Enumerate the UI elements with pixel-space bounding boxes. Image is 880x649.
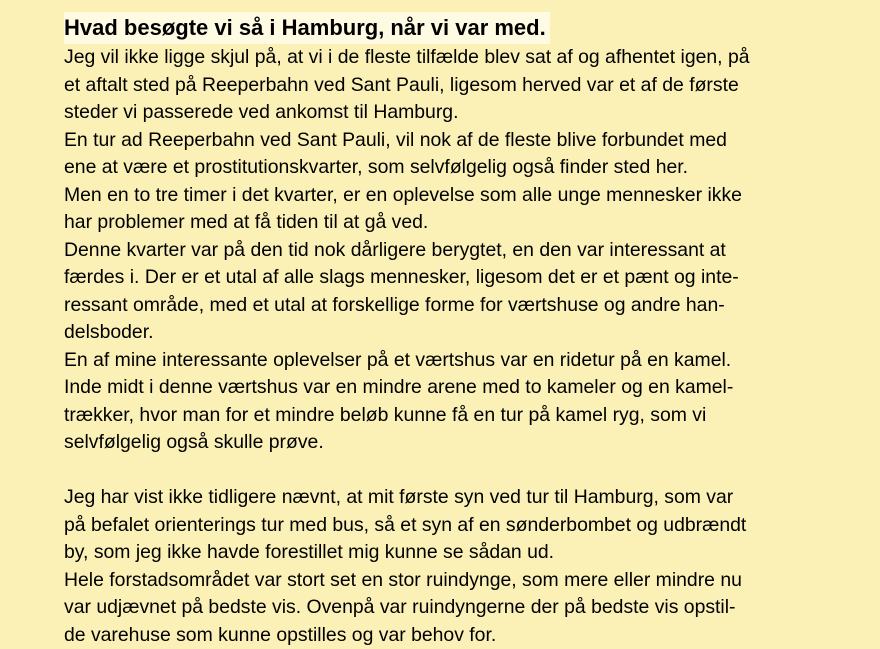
text-line: steder vi passerede ved ankomst til Hamburg. [64,99,880,127]
text-line: En af mine interessante oplevelser på et værtshus var en ridetur på en kamel. [64,347,880,375]
text-line: Hele forstadsområdet var stort set en stor ruindynge, som mere eller mindre nu [64,567,880,595]
text-line: færdes i. Der er et utal af alle slags mennesker, ligesom det er et pænt og inte- [64,264,880,292]
text-line: Denne kvarter var på den tid nok dårligere berygtet, en den var interessant at [64,237,880,265]
text-line: var udjævnet på bedste vis. Ovenpå var ruindyngerne der på bedste vis opstil- [64,594,880,622]
text-line: har problemer med at få tiden til at gå ved. [64,209,880,237]
text-line: et aftalt sted på Reeperbahn ved Sant Pauli, ligesom herved var et af de første [64,72,880,100]
text-line: Inde midt i denne værtshus var en mindre arene med to kameler og en kamel- [64,374,880,402]
text-line: Jeg vil ikke ligge skjul på, at vi i de fleste tilfælde blev sat af og afhentet igen, på [64,44,880,72]
text-line: på befalet orienterings tur med bus, så et syn af en sønderbombet og udbrændt [64,512,880,540]
text-line: Jeg har vist ikke tidligere nævnt, at mit første syn ved tur til Hamburg, som var [64,484,880,512]
text-line: En tur ad Reeperbahn ved Sant Pauli, vil nok af de fleste blive forbundet med [64,127,880,155]
blank-line [64,457,880,485]
text-line: ressant område, med et utal at forskellige forme for værtshuse og andre han- [64,292,880,320]
document-title: Hvad besøgte vi så i Hamburg, når vi var med. [64,12,550,44]
text-line: trækker, hvor man for et mindre beløb kunne få en tur på kamel ryg, som vi [64,402,880,430]
text-line: ene at være et prostitutionskvarter, som selvfølgelig også finder sted her. [64,154,880,182]
text-line: delsboder. [64,319,880,347]
text-line: by, som jeg ikke havde forestillet mig kunne se sådan ud. [64,539,880,567]
document-page [64,12,880,649]
text-line: Men en to tre timer i det kvarter, er en oplevelse som alle unge mennesker ikke [64,182,880,210]
text-line: selvfølgelig også skulle prøve. [64,429,880,457]
text-line: de varehuse som kunne opstilles og var behov for. [64,622,880,649]
